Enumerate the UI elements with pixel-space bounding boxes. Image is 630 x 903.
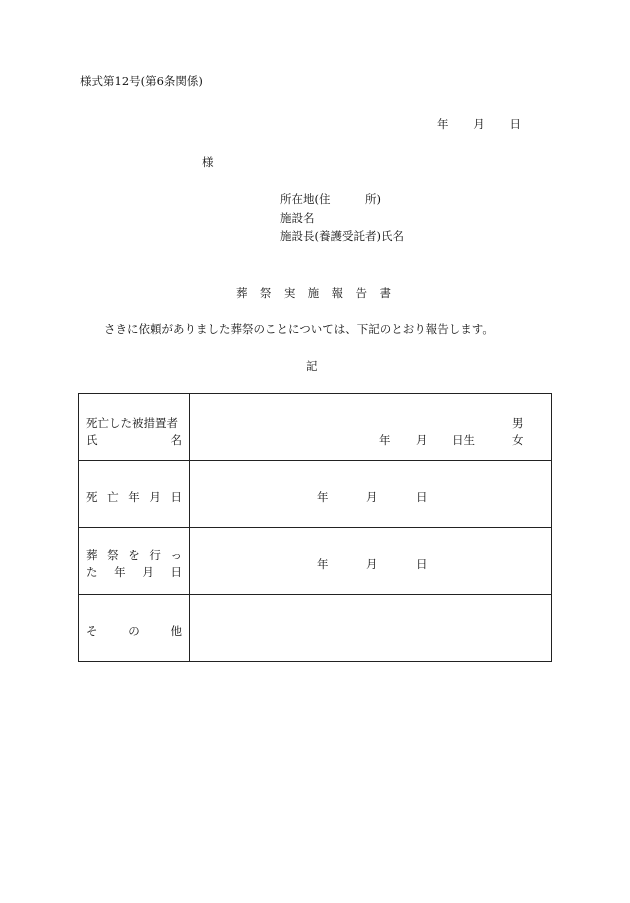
label-cell-death-date	[79, 461, 190, 528]
label-char: 他	[170, 624, 182, 638]
value-cell-death-date[interactable]	[190, 461, 552, 528]
value-cell-deceased[interactable]	[190, 394, 552, 461]
label-cell-other	[79, 595, 190, 662]
label-deceased-line1: 死亡した被措置者	[86, 416, 178, 430]
body-text: さきに依頼がありました葬祭のことについては、下記のとおり報告します。	[104, 322, 494, 336]
title-char: 告	[355, 286, 368, 300]
title-char: 実	[283, 286, 296, 300]
label-char: 葬	[86, 548, 98, 562]
label-char: の	[128, 624, 140, 638]
label-deceased-line2	[86, 432, 182, 448]
label-char: 年	[128, 490, 140, 504]
birth-day: 日生	[452, 433, 475, 447]
title-char: 報	[331, 286, 344, 300]
death-year: 年	[317, 490, 329, 504]
label-char: そ	[86, 624, 98, 638]
label-cell-funeral-date	[79, 528, 190, 595]
addressee-suffix: 様	[202, 155, 214, 169]
label-char: 祭	[107, 548, 119, 562]
title-char: 葬	[236, 286, 248, 300]
gender-male[interactable]: 男	[512, 416, 524, 430]
label-char: 日	[170, 490, 182, 504]
ki-heading: 記	[306, 359, 318, 373]
date-day: 日	[509, 117, 521, 131]
sender-director: 施設長(養護受託者)氏名	[280, 229, 404, 243]
funeral-day: 日	[416, 557, 428, 571]
label-char: 亡	[107, 490, 119, 504]
label-char: 死	[86, 490, 98, 504]
table-row	[79, 528, 552, 595]
label-funeral-line2	[86, 564, 182, 580]
label-char: 月	[142, 565, 154, 579]
label-char: 日	[170, 565, 182, 579]
funeral-month: 月	[366, 557, 378, 571]
table-row	[79, 394, 552, 461]
form-number: 様式第12号(第6条関係)	[80, 74, 203, 88]
label-char: を	[128, 548, 140, 562]
table-row	[79, 461, 552, 528]
title-char: 祭	[259, 286, 272, 300]
label-char: 年	[114, 565, 126, 579]
birth-year: 年	[379, 433, 391, 447]
label-death-date	[86, 489, 182, 505]
funeral-year: 年	[317, 557, 329, 571]
label-cell-deceased	[79, 394, 190, 461]
label-char: 月	[149, 490, 161, 504]
label-other	[86, 623, 182, 639]
report-table	[78, 393, 552, 662]
title-char: 施	[307, 286, 320, 300]
death-day: 日	[416, 490, 428, 504]
title-char: 書	[379, 286, 391, 300]
birth-month: 月	[416, 433, 428, 447]
label-char: 行	[149, 548, 161, 562]
label-funeral-line1	[86, 547, 182, 563]
value-cell-funeral-date[interactable]	[190, 528, 552, 595]
label-char: っ	[170, 548, 182, 562]
value-cell-other[interactable]	[190, 595, 552, 662]
document-title	[236, 288, 391, 300]
label-char: 氏	[86, 433, 98, 447]
label-char: 名	[170, 433, 182, 447]
sender-facility-name: 施設名	[280, 211, 315, 225]
death-month: 月	[366, 490, 378, 504]
table-row	[79, 595, 552, 662]
sender-location: 所在地(住 所)	[280, 192, 381, 206]
gender-female[interactable]: 女	[512, 433, 524, 447]
date-month: 月	[473, 117, 485, 131]
label-char: た	[86, 565, 98, 579]
date-year: 年	[437, 117, 449, 131]
report-date	[437, 119, 521, 131]
